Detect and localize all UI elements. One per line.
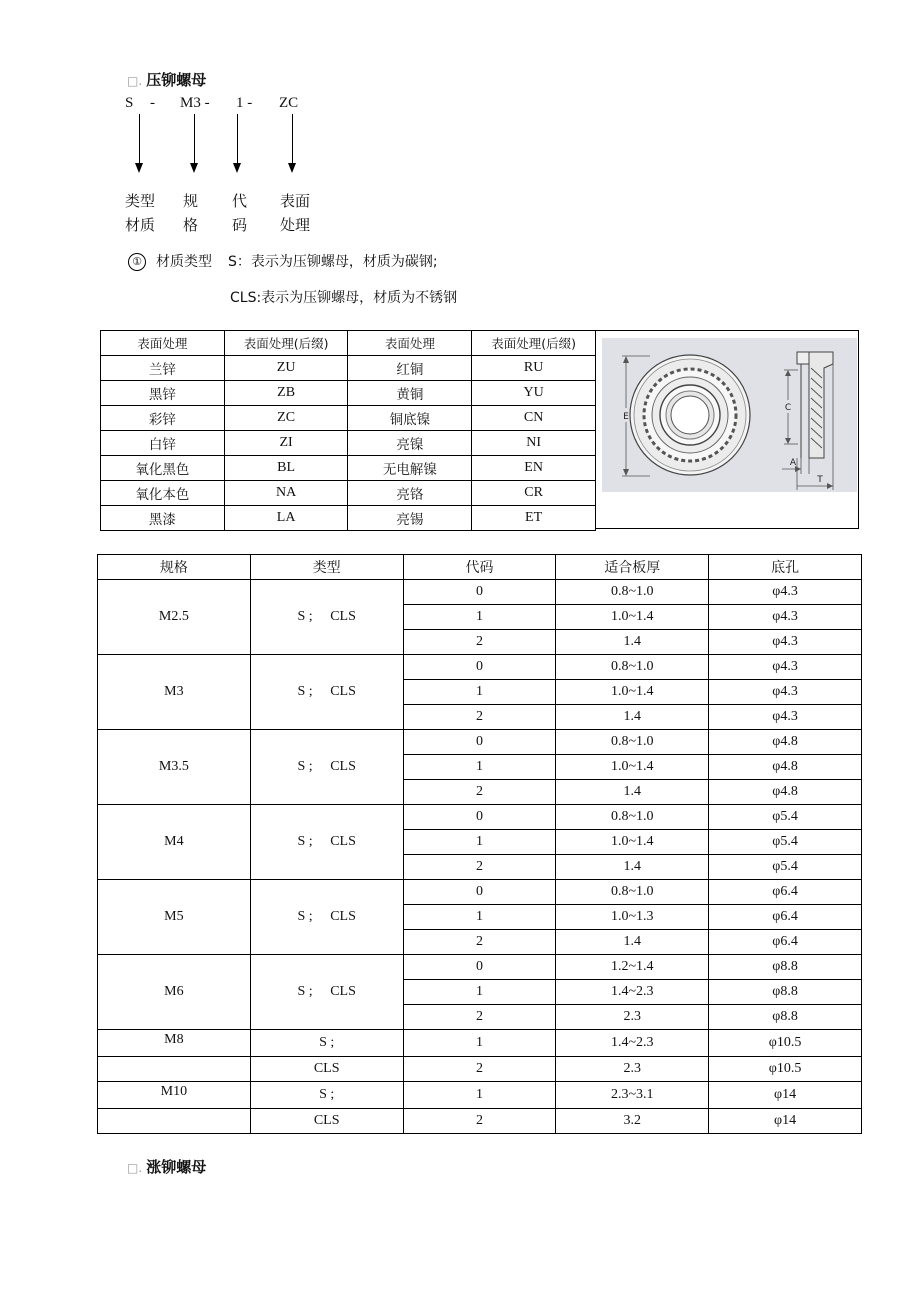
spec-thickness-cell: 2.3 [556,1057,709,1082]
code-part-size: M3 - [180,95,210,111]
table-row [98,1057,862,1082]
table-cell: 白锌 [101,431,225,456]
table-header: 类型 [250,555,403,580]
section-heading [127,69,206,90]
label-ge: 格 [183,216,199,234]
code-part-code: 1 - [236,95,253,111]
spec-code-cell: 1 [403,1030,556,1057]
arrow-line [194,114,195,164]
spec-hole-cell: φ4.3 [709,580,862,605]
spec-size-cell [98,1057,251,1082]
arrow-down-icon [135,163,143,173]
spec-thickness-cell: 1.0~1.3 [556,905,709,930]
table-cell: LA [224,506,348,531]
table-row [98,805,862,830]
arrow-down-icon [288,163,296,173]
spec-type-cell: S ; CLS [250,580,403,655]
spec-size-cell: M5 [98,880,251,955]
table-header: 表面处理(后缀) [472,331,596,356]
spec-code-cell: 1 [403,680,556,705]
spec-thickness-cell: 0.8~1.0 [556,805,709,830]
table-cell: 黄铜 [348,381,472,406]
section-title: 涨铆螺母 [146,1158,207,1176]
table-cell: RU [472,356,596,381]
spec-thickness-cell: 1.4 [556,705,709,730]
table-row [98,955,862,980]
spec-code-cell: 0 [403,955,556,980]
spec-thickness-cell: 1.0~1.4 [556,680,709,705]
spec-thickness-cell: 0.8~1.0 [556,730,709,755]
spec-code-cell: 2 [403,1109,556,1134]
spec-hole-cell: φ4.3 [709,705,862,730]
spec-type-cell: S ; CLS [250,955,403,1030]
table-cell: EN [472,456,596,481]
spec-size-cell: M3 [98,655,251,730]
spec-code-cell: 1 [403,905,556,930]
table-row [98,880,862,905]
spec-hole-cell: φ6.4 [709,880,862,905]
dim-label-e: E [623,412,629,422]
spec-code-cell: 2 [403,930,556,955]
table-row [98,580,862,605]
label-ma: 码 [232,216,248,234]
spec-thickness-cell: 2.3 [556,1005,709,1030]
spec-thickness-cell: 1.4 [556,930,709,955]
nut-diagram [602,338,857,492]
table-cell: 氧化本色 [101,481,225,506]
label-treatment: 处理 [280,216,311,234]
table-row [101,356,596,381]
spec-thickness-cell: 1.0~1.4 [556,830,709,855]
spec-type-cell: S ; CLS [250,805,403,880]
table-row [98,1082,862,1109]
table-cell: CR [472,481,596,506]
table-cell: 铜底镍 [348,406,472,431]
spec-hole-cell: φ5.4 [709,805,862,830]
spec-code-cell: 0 [403,655,556,680]
table-cell: 红铜 [348,356,472,381]
spec-thickness-cell: 1.4 [556,630,709,655]
table-cell: 黑漆 [101,506,225,531]
spec-size-cell: M2.5 [98,580,251,655]
table-cell: 兰锌 [101,356,225,381]
label-surface: 表面 [280,192,311,210]
spec-type-cell: S ; [250,1082,403,1109]
spec-hole-cell: φ8.8 [709,1005,862,1030]
spec-hole-cell: φ4.3 [709,655,862,680]
table-cell: 亮锡 [348,506,472,531]
table-row [101,406,596,431]
material-line-1 [128,251,438,271]
nut-drawing [602,338,857,492]
material-cls-desc: CLS:表示为压铆螺母，材质为不锈钢 [230,290,458,306]
table-cell: 亮铬 [348,481,472,506]
spec-hole-cell: φ6.4 [709,930,862,955]
spec-thickness-cell: 1.0~1.4 [556,755,709,780]
spec-hole-cell: φ6.4 [709,905,862,930]
spec-code-cell: 2 [403,1005,556,1030]
dim-label-c: C [784,403,792,413]
spec-type-cell: S ; CLS [250,655,403,730]
spec-hole-cell: φ14 [709,1109,862,1134]
section-bullet: □. [127,74,143,88]
code-part-type: S [125,95,134,111]
spec-thickness-cell: 2.3~3.1 [556,1082,709,1109]
arrow-down-icon [233,163,241,173]
spec-thickness-cell: 1.4~2.3 [556,1030,709,1057]
code-part-surface: ZC [279,95,299,111]
label-dai: 代 [232,192,248,210]
spec-hole-cell: φ4.3 [709,630,862,655]
table-row [101,456,596,481]
table-cell: 氧化黑色 [101,456,225,481]
spec-thickness-cell: 1.4~2.3 [556,980,709,1005]
spec-thickness-cell: 1.0~1.4 [556,605,709,630]
table-cell: CN [472,406,596,431]
arrow-line [139,114,140,164]
dim-label-t: T [817,475,823,485]
table-header: 适合板厚 [556,555,709,580]
spec-size-cell: M4 [98,805,251,880]
table-row [101,506,596,531]
table-cell: 无电解镍 [348,456,472,481]
table-cell: ZI [224,431,348,456]
section-heading [127,1156,206,1177]
label-type: 类型 [125,192,156,210]
spec-code-cell: 1 [403,605,556,630]
dim-label-a: A [789,458,797,468]
table-cell: ZU [224,356,348,381]
nut-diagram-frame [596,330,859,529]
label-gui: 规 [183,192,199,210]
spec-code-cell: 2 [403,630,556,655]
table-cell: 黑锌 [101,381,225,406]
spec-thickness-cell: 3.2 [556,1109,709,1134]
material-heading: 材质类型 [156,254,212,270]
spec-hole-cell: φ4.8 [709,755,862,780]
spec-hole-cell: φ4.8 [709,730,862,755]
spec-code-cell: 0 [403,730,556,755]
spec-type-cell: S ; CLS [250,730,403,805]
spec-code-cell: 0 [403,805,556,830]
table-cell: BL [224,456,348,481]
spec-type-cell: CLS [250,1109,403,1134]
spec-hole-cell: φ8.8 [709,980,862,1005]
table-row [101,431,596,456]
arrow-line [237,114,238,164]
spec-code-cell: 1 [403,1082,556,1109]
spec-thickness-cell: 1.4 [556,855,709,880]
spec-code-cell: 2 [403,855,556,880]
arrow-down-icon [190,163,198,173]
material-s-desc: S：表示为压铆螺母，材质为碳钢; [228,254,438,270]
table-row [98,730,862,755]
table-cell: YU [472,381,596,406]
spec-size-cell: M10 [98,1082,251,1109]
table-cell: ZB [224,381,348,406]
spec-size-cell: M6 [98,955,251,1030]
table-header: 规格 [98,555,251,580]
spec-hole-cell: φ5.4 [709,830,862,855]
spec-type-cell: S ; [250,1030,403,1057]
spec-code-cell: 0 [403,880,556,905]
table-cell: ZC [224,406,348,431]
spec-size-cell [98,1109,251,1134]
spec-hole-cell: φ10.5 [709,1030,862,1057]
table-row [98,655,862,680]
spec-thickness-cell: 0.8~1.0 [556,880,709,905]
table-row [98,1030,862,1057]
table-row [98,1109,862,1134]
spec-code-cell: 1 [403,830,556,855]
table-header: 代码 [403,555,556,580]
spec-size-cell: M3.5 [98,730,251,805]
spec-thickness-cell: 1.4 [556,780,709,805]
section-bullet: □. [127,1161,143,1175]
spec-hole-cell: φ5.4 [709,855,862,880]
label-material: 材质 [125,216,156,234]
table-row [101,481,596,506]
table-cell: ET [472,506,596,531]
spec-code-cell: 2 [403,780,556,805]
spec-thickness-cell: 0.8~1.0 [556,655,709,680]
table-row [101,381,596,406]
code-part-dash: - [150,95,155,111]
table-cell: 亮镍 [348,431,472,456]
spec-code-cell: 2 [403,705,556,730]
spec-hole-cell: φ4.3 [709,680,862,705]
spec-size-cell: M8 [98,1030,251,1057]
spec-hole-cell: φ4.3 [709,605,862,630]
table-cell: NA [224,481,348,506]
spec-hole-cell: φ14 [709,1082,862,1109]
spec-type-cell: CLS [250,1057,403,1082]
spec-thickness-cell: 0.8~1.0 [556,580,709,605]
table-header: 表面处理(后缀) [224,331,348,356]
table-cell: 彩锌 [101,406,225,431]
arrow-line [292,114,293,164]
spec-hole-cell: φ4.8 [709,780,862,805]
spec-code-cell: 1 [403,755,556,780]
table-header: 底孔 [709,555,862,580]
spec-code-cell: 1 [403,980,556,1005]
circled-number: ① [128,253,146,271]
section-title: 压铆螺母 [146,71,207,89]
spec-thickness-cell: 1.2~1.4 [556,955,709,980]
table-cell: NI [472,431,596,456]
spec-type-cell: S ; CLS [250,880,403,955]
spec-hole-cell: φ10.5 [709,1057,862,1082]
spec-code-cell: 2 [403,1057,556,1082]
table-header: 表面处理 [101,331,225,356]
spec-table [97,554,862,1134]
surface-treatment-table [100,330,596,531]
spec-hole-cell: φ8.8 [709,955,862,980]
table-header: 表面处理 [348,331,472,356]
spec-code-cell: 0 [403,580,556,605]
